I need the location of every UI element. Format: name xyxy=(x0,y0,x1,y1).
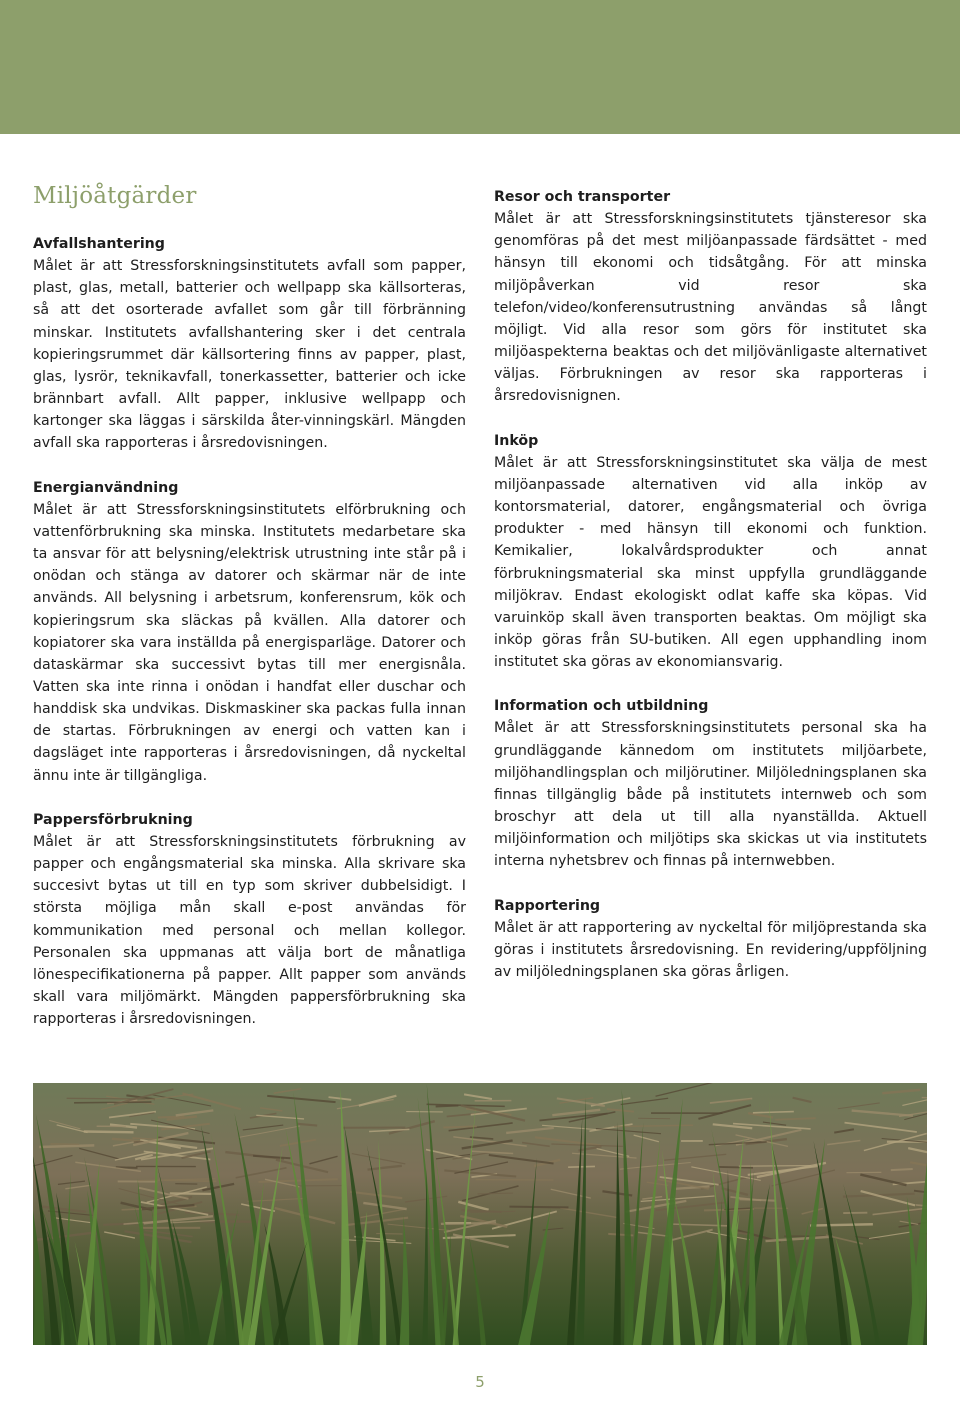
section-inkop xyxy=(494,430,927,674)
section-body: Målet är att Stressforskningsinstitutets elförbrukning och vattenförbrukning ska minska. Institutets medarbetare ska ta ansvar för att belysning/elektrisk utrustning inte står på i onödan och stänga av datorer och skärmar när de inte används. All belysning i arbetsrum, konferensrum, kök och kopieringsrum ska släckas på kvällen. Alla datorer och kopiatorer ska vara inställda på energisparläge. Datorer och dataskärmar ska successivt bytas till mer energisnåla. Vatten ska inte rinna i onödan i handfat eller duschar och handdisk ska undvikas. Diskmaskiner ska packas fulla innan de startas. Förbrukningen av energi och vatten kan i dagsläget inte rapporteras i årsredovisningen, då nyckeltal ännu inte är tillgängliga. xyxy=(33,501,466,784)
section-pappersforbrukning xyxy=(33,809,466,1031)
section-body: Målet är att Stressforskningsinstitutet ska välja de mest miljöanpassade alternativen vid alla inköp av kontorsmaterial, datorer, engångsmaterial och övriga produkter - med hänsyn till ekonomi och funktion. Kemikalier, lokalvårdsprodukter och annat förbrukningsmaterial ska minst uppfylla grundläggande miljökrav. Endast ekologiskt odlat kaffe ska köpas. Vid varuinköp skall även transporten beaktas. Om möjligt ska inköp göras från SU-butiken. All egen upphandling inom institutet ska göras av ekonomiansvarig. xyxy=(494,454,927,671)
section-information-och-utbildning xyxy=(494,695,927,872)
reed-grass-photo xyxy=(33,1083,927,1345)
section-heading: Energianvändning xyxy=(33,479,179,496)
section-body: Målet är att Stressforskningsinstitutets förbrukning av papper och engångsmaterial ska minska. Alla skrivare ska succesivt bytas ut till en typ som skriver dubbelsidigt. I största möjliga mån skall e-post användas för kommunikation med personal och mellan kollegor. Personalen ska uppmanas att välja bort de månatliga lönespecifikationerna på papper. Allt papper som används skall vara miljömärkt. Mängden pappersförbrukning ska rapporteras i årsredovisningen. xyxy=(33,833,466,1028)
section-resor-och-transporter xyxy=(494,186,927,408)
page-number: 5 xyxy=(475,1373,485,1391)
section-heading: Information och utbildning xyxy=(494,698,709,715)
section-heading: Resor och transporter xyxy=(494,189,671,205)
page-title: Miljöåtgärder xyxy=(33,183,197,209)
section-body: Målet är att rapportering av nyckeltal för miljöprestanda ska göras i institutets årsredovisning. En revidering/uppföljning av miljöledningsplanen ska göras årligen. xyxy=(494,919,927,980)
section-body: Målet är att Stressforskningsinstitutets avfall som papper, plast, glas, metall, batterier och wellpapp ska källsorteras, så att det osorterade avfallet som går till förbränning minskar. Institutets avfallshantering sker i det centrala kopieringsrummet där källsortering finns av papper, plast, glas, lysrör, teknikavfall, tonerkassetter, batterier och icke brännbart avfall. Allt papper, inklusive wellpapp och kartonger ska läggas i särskilda åter-vinningskärl. Mängden avfall ska rapporteras i årsredovisningen. xyxy=(33,258,466,452)
section-body: Målet är att Stressforskningsinstitutets tjänsteresor ska genomföras på det mest miljöanpassade färdsättet - med hänsyn till ekonomi och tidsåtgång. För att minska miljöpåverkan vid resor ska telefon/video/konferensutrustning användas så långt möjligt. Vid alla resor som görs för institutet ska miljöaspekterna beaktas och det miljövänligaste alternativet väljas. Förbrukningen av resor ska rapporteras i årsredovisnignen. xyxy=(494,211,927,405)
header-band xyxy=(0,0,960,134)
section-heading: Rapportering xyxy=(494,897,601,914)
section-energianvandning xyxy=(33,477,466,787)
section-heading: Avfallshantering xyxy=(33,236,165,252)
left-column xyxy=(33,233,466,1030)
section-rapportering xyxy=(494,895,927,984)
section-heading: Pappersförbrukning xyxy=(33,811,193,828)
section-heading: Inköp xyxy=(494,432,539,449)
right-column xyxy=(494,186,927,983)
section-body: Målet är att Stressforskningsinstitutets personal ska ha grundläggande kännedom om institutets miljöarbete, miljöhandlingsplan och miljörutiner. Miljöledningsplanen ska finnas tillgänglig både på institutets internweb och som broschyr att dela ut till alla nyanställda. Aktuell miljöinformation och miljötips ska skickas ut via institutets interna nyhetsbrev och finnas på internwebben. xyxy=(494,720,927,870)
section-avfallshantering xyxy=(33,233,466,455)
